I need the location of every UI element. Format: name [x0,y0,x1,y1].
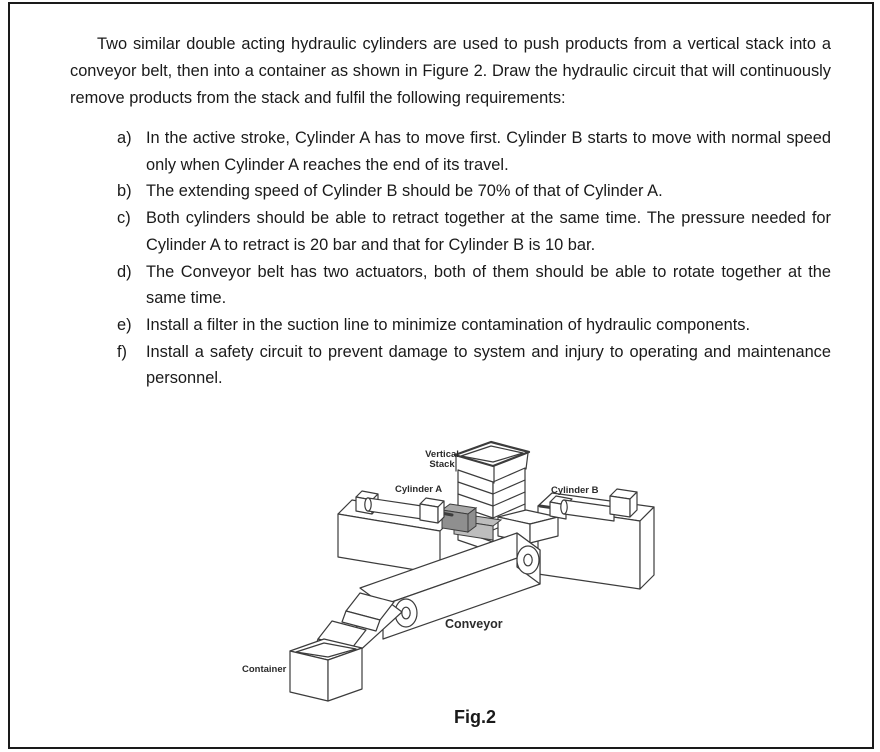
requirement-item-c [117,205,831,258]
vertical-stack-label: Stack [429,459,455,470]
requirement-item-f [117,339,831,392]
cylinder-b-label: Cylinder B [551,485,599,496]
item-text: Install a safety circuit to prevent damage to system and injury to operating and maintenance personnel. [146,342,831,388]
item-text: The extending speed of Cylinder B should be 70% of that of Cylinder A. [146,182,663,201]
item-text: Install a filter in the suction line to minimize contamination of hydraulic components. [146,315,751,334]
cylinder-a-label: Cylinder A [395,484,443,495]
vertical-stack-label: Vertical [425,449,459,460]
item-label: a) [117,129,132,147]
conveyor-label: Conveyor [445,617,503,631]
requirement-list [117,125,831,392]
intro-paragraph: Two similar double acting hydraulic cylinders are used to push products from a vertical stack into a conveyor belt, then into a container as shown in Figure 2. Draw the hydraulic circuit that will continuously remove products from the stack and fulfil the following requirements: [70,35,831,108]
figure-caption: Fig.2 [454,707,497,727]
container-drawing [290,639,362,701]
item-text: The Conveyor belt has two actuators, both of them should be able to rotate together at the same time. [146,262,831,308]
item-label: e) [117,315,132,334]
requirement-item-a [117,125,831,178]
requirement-item-e [117,312,831,339]
item-label: b) [117,182,132,201]
item-label: c) [117,209,131,228]
figure-2-drawing [232,430,672,740]
item-label: f) [117,342,128,361]
page-border [8,2,874,749]
requirement-item-b [117,178,831,205]
container-label: Container [242,664,287,675]
requirement-item-d [117,259,831,312]
item-text: In the active stroke, Cylinder A has to move first. Cylinder B starts to move with normal speed only when Cylinder A reaches the end of its travel. [146,129,831,174]
item-text: Both cylinders should be able to retract together at the same time. The pressure needed for Cylinder A to retract is 20 bar and that for Cylinder B is 10 bar. [146,209,831,254]
item-label: d) [117,262,132,281]
